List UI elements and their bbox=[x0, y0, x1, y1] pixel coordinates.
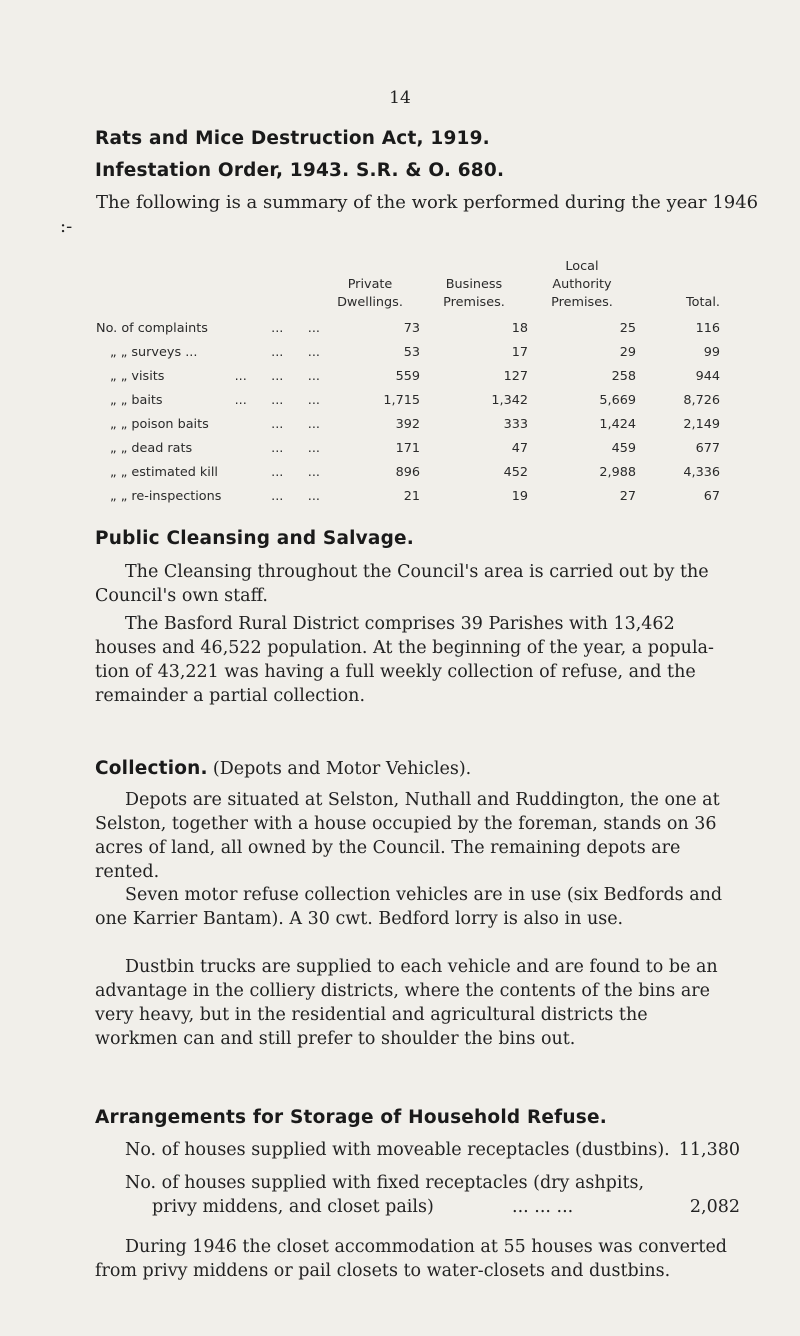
storage-line-label-cont: privy middens, and closet pails) bbox=[152, 1197, 434, 1217]
cell-total: 944 bbox=[695, 368, 720, 384]
cell-private-dwellings: 171 bbox=[395, 440, 420, 456]
storage-line-leader: ... ... ... bbox=[512, 1197, 574, 1217]
row-label: „ „ poison baits bbox=[110, 416, 209, 432]
cell-private-dwellings: 1,715 bbox=[383, 392, 420, 408]
cell-total: 8,726 bbox=[683, 392, 720, 408]
cell-local-authority: 5,669 bbox=[599, 392, 636, 408]
collection-title: Collection. bbox=[95, 758, 208, 779]
col-header-business-premises: Premises. bbox=[443, 295, 505, 310]
heading-public-cleansing: Public Cleansing and Salvage. bbox=[95, 528, 415, 549]
cell-business-premises: 19 bbox=[511, 488, 528, 504]
row-label: „ „ visits bbox=[110, 368, 165, 384]
row-label-cell bbox=[40, 460, 320, 484]
page-number: 14 bbox=[389, 88, 411, 108]
row-label-cell bbox=[40, 436, 320, 460]
cell-business-premises: 333 bbox=[503, 416, 528, 432]
row-leader: ... ... bbox=[271, 440, 320, 456]
cell-local-authority: 2,988 bbox=[599, 464, 636, 480]
cell-total: 677 bbox=[695, 440, 720, 456]
row-label-cell bbox=[40, 364, 320, 388]
cell-business-premises: 18 bbox=[511, 320, 528, 336]
storage-line-fixed bbox=[125, 1173, 740, 1193]
summary-table bbox=[40, 258, 720, 508]
storage-paragraph: During 1946 the closet accommodation at 55 houses was converted from privy middens or pail closets to water-closets and dustbins. bbox=[95, 1237, 727, 1281]
col-header-line bbox=[320, 258, 420, 276]
table-header-row-3 bbox=[40, 294, 720, 316]
table-row bbox=[40, 484, 720, 508]
cell-business-premises: 47 bbox=[511, 440, 528, 456]
row-label: „ „ estimated kill bbox=[110, 464, 218, 480]
cell-total: 2,149 bbox=[683, 416, 720, 432]
cell-business-premises: 1,342 bbox=[491, 392, 528, 408]
cell-business-premises: 127 bbox=[503, 368, 528, 384]
collection-subtitle: (Depots and Motor Vehicles). bbox=[212, 759, 472, 779]
col-header-line: Local bbox=[565, 259, 599, 274]
cell-private-dwellings: 53 bbox=[403, 344, 420, 360]
row-leader: ... ... ... bbox=[234, 368, 320, 384]
storage-line-fixed-cont bbox=[152, 1197, 740, 1217]
row-label: „ „ baits bbox=[110, 392, 163, 408]
row-label: No. of complaints bbox=[96, 320, 208, 336]
col-header-total: Total. bbox=[686, 295, 720, 310]
table-row bbox=[40, 316, 720, 340]
cell-local-authority: 459 bbox=[611, 440, 636, 456]
row-label-cell bbox=[40, 484, 320, 508]
cell-business-premises: 17 bbox=[511, 344, 528, 360]
row-label: „ „ dead rats bbox=[110, 440, 193, 456]
collection-paragraph-3: Dustbin trucks are supplied to each vehicle and are found to be an advantage in the colliery districts, where the contents of the bins are very heavy, but in the residential and agricultural districts the workmen can and still prefer to shoulder the bins out. bbox=[95, 957, 718, 1049]
row-leader: ... ... bbox=[271, 416, 320, 432]
row-label: „ „ re-inspections bbox=[110, 488, 222, 504]
row-label-cell bbox=[40, 412, 320, 436]
table-row bbox=[40, 388, 720, 412]
cell-private-dwellings: 73 bbox=[403, 320, 420, 336]
col-header-line: Authority bbox=[552, 277, 612, 292]
row-label: „ „ surveys ... bbox=[110, 344, 198, 360]
cell-total: 99 bbox=[703, 344, 720, 360]
col-header-line bbox=[420, 258, 528, 276]
heading-storage: Arrangements for Storage of Household Refuse. bbox=[95, 1107, 607, 1128]
table-row bbox=[40, 412, 720, 436]
row-leader: ... ... bbox=[271, 464, 320, 480]
heading-collection bbox=[95, 758, 471, 779]
storage-line-label: No. of houses supplied with moveable receptacles (dustbins). bbox=[125, 1140, 670, 1160]
table-header-row-2 bbox=[40, 276, 720, 294]
table-row bbox=[40, 460, 720, 484]
row-label-cell bbox=[40, 388, 320, 412]
storage-line-value: 11,380 bbox=[678, 1140, 740, 1160]
collection-paragraph-2: Seven motor refuse collection vehicles are in use (six Bedfords and one Karrier Bantam). A 30 cwt. Bedford lorry is also in use. bbox=[95, 885, 723, 929]
cleansing-paragraph-1: The Cleansing throughout the Council's area is carried out by the Council's own staff. bbox=[95, 562, 709, 606]
table-header-row-1 bbox=[40, 258, 720, 276]
col-header-line bbox=[636, 258, 720, 276]
row-label-cell bbox=[40, 340, 320, 364]
col-header-local-authority: Premises. bbox=[551, 295, 613, 310]
row-leader: ... ... ... bbox=[234, 392, 320, 408]
cell-total: 116 bbox=[695, 320, 720, 336]
cell-local-authority: 1,424 bbox=[599, 416, 636, 432]
row-leader: ... ... bbox=[271, 344, 320, 360]
intro-paragraph: The following is a summary of the work performed during the year 1946 :- bbox=[60, 192, 759, 237]
cell-private-dwellings: 896 bbox=[395, 464, 420, 480]
cell-total: 4,336 bbox=[683, 464, 720, 480]
storage-line-label: No. of houses supplied with fixed receptacles (dry ashpits, bbox=[125, 1173, 645, 1193]
cell-local-authority: 29 bbox=[619, 344, 636, 360]
row-leader: ... ... bbox=[271, 488, 320, 504]
table-row bbox=[40, 340, 720, 364]
row-label-cell bbox=[40, 316, 320, 340]
cleansing-paragraph-2: The Basford Rural District comprises 39 Parishes with 13,462 houses and 46,522 population. At the beginning of the year, a popula-tion of 43,221 was having a full weekly collection of refuse, and the remainder a partial collection. bbox=[95, 614, 714, 706]
heading-act: Rats and Mice Destruction Act, 1919. bbox=[95, 128, 490, 149]
table-row bbox=[40, 364, 720, 388]
row-leader: ... ... bbox=[271, 320, 320, 336]
col-header-line: Private bbox=[347, 277, 393, 292]
storage-line-dustbins bbox=[125, 1140, 740, 1160]
col-header-line bbox=[636, 276, 720, 294]
cell-total: 67 bbox=[703, 488, 720, 504]
cell-private-dwellings: 21 bbox=[403, 488, 420, 504]
cell-private-dwellings: 392 bbox=[395, 416, 420, 432]
cell-private-dwellings: 559 bbox=[395, 368, 420, 384]
cell-local-authority: 25 bbox=[619, 320, 636, 336]
col-header-line: Business bbox=[445, 277, 503, 292]
cell-local-authority: 258 bbox=[611, 368, 636, 384]
col-header-private-dwellings: Dwellings. bbox=[337, 295, 403, 310]
heading-order: Infestation Order, 1943. S.R. & O. 680. bbox=[95, 160, 505, 181]
cell-local-authority: 27 bbox=[619, 488, 636, 504]
table-row bbox=[40, 436, 720, 460]
storage-line-value: 2,082 bbox=[689, 1197, 740, 1217]
cell-business-premises: 452 bbox=[503, 464, 528, 480]
collection-paragraph-1: Depots are situated at Selston, Nuthall and Ruddington, the one at Selston, together with a house occupied by the foreman, stands on 36 acres of land, all owned by the Council. The remaining depots are rented. bbox=[95, 790, 720, 882]
